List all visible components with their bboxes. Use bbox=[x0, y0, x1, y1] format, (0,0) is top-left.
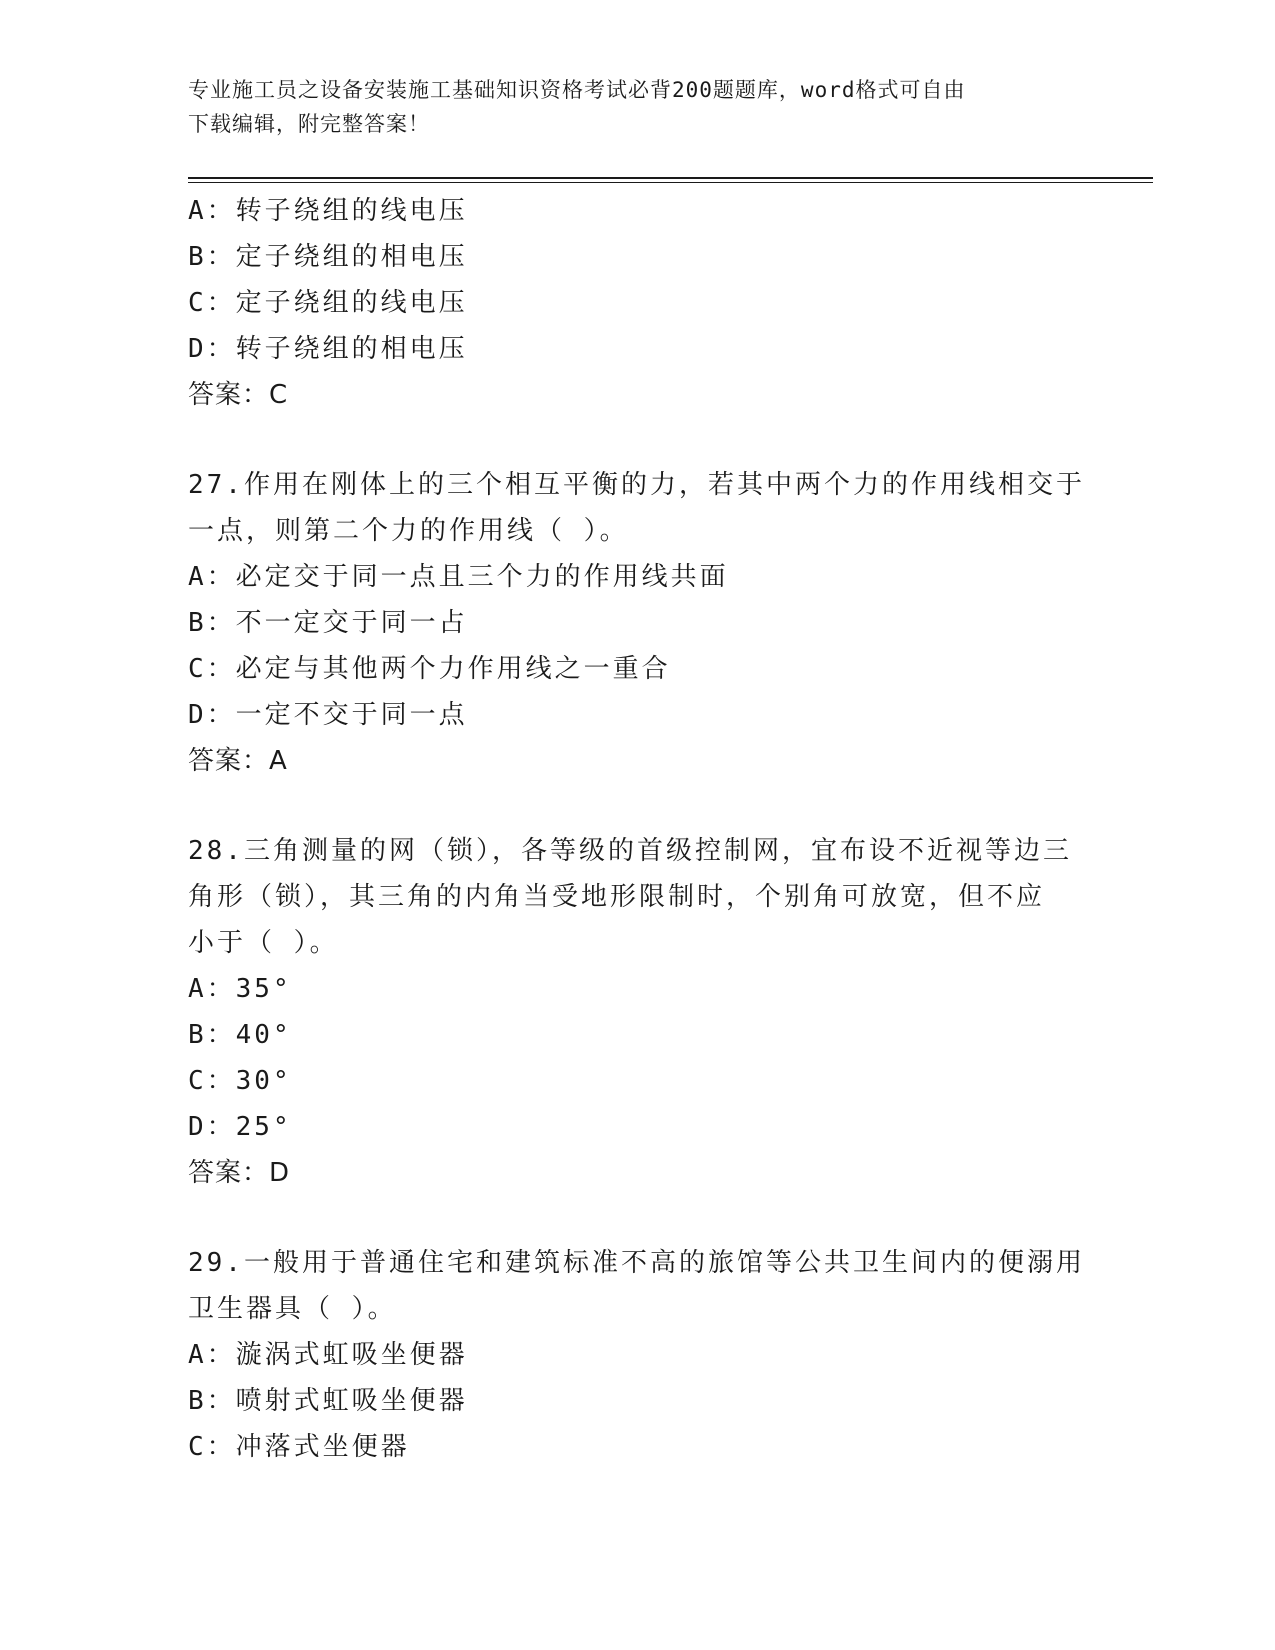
question-27 bbox=[188, 462, 1088, 784]
document-header bbox=[188, 73, 1068, 141]
option-a: A：转子绕组的线电压 bbox=[188, 196, 468, 226]
option-b: B：喷射式虹吸坐便器 bbox=[188, 1386, 468, 1416]
option-d: D：一定不交于同一点 bbox=[188, 700, 468, 730]
option-d: D：转子绕组的相电压 bbox=[188, 334, 468, 364]
question-stem-line: 一点，则第二个力的作用线（ ）。 bbox=[188, 516, 629, 546]
option-a: A：漩涡式虹吸坐便器 bbox=[188, 1340, 468, 1370]
option-c: C：定子绕组的线电压 bbox=[188, 288, 468, 318]
option-c: C：冲落式坐便器 bbox=[188, 1432, 410, 1462]
answer-line: 答案：A bbox=[188, 746, 288, 776]
question-stem-line: 小于（ ）。 bbox=[188, 928, 339, 958]
option-b: B：40° bbox=[188, 1020, 292, 1050]
option-d: D：25° bbox=[188, 1112, 292, 1142]
question-stem-line: 27.作用在刚体上的三个相互平衡的力，若其中两个力的作用线相交于 bbox=[188, 470, 1085, 500]
option-a: A：必定交于同一点且三个力的作用线共面 bbox=[188, 562, 729, 592]
header-divider-thin bbox=[188, 182, 1153, 183]
question-stem-line: 卫生器具（ ）。 bbox=[188, 1294, 397, 1324]
header-line-2: 下载编辑，附完整答案！ bbox=[188, 112, 430, 136]
option-b: B：不一定交于同一占 bbox=[188, 608, 468, 638]
question-stem-line: 角形（锁），其三角的内角当受地形限制时，个别角可放宽，但不应 bbox=[188, 882, 1046, 912]
question-29 bbox=[188, 1240, 1088, 1470]
header-divider-thick bbox=[188, 177, 1153, 179]
option-c: C：30° bbox=[188, 1066, 292, 1096]
question-stem-line: 29.一般用于普通住宅和建筑标准不高的旅馆等公共卫生间内的便溺用 bbox=[188, 1248, 1085, 1278]
option-a: A：35° bbox=[188, 974, 292, 1004]
question-28 bbox=[188, 828, 1088, 1196]
question-stem-line: 28.三角测量的网（锁），各等级的首级控制网，宜布设不近视等边三 bbox=[188, 836, 1072, 866]
answer-line: 答案：D bbox=[188, 1158, 291, 1188]
answer-line: 答案：C bbox=[188, 380, 289, 410]
option-b: B：定子绕组的相电压 bbox=[188, 242, 468, 272]
option-c: C：必定与其他两个力作用线之一重合 bbox=[188, 654, 671, 684]
header-line-1: 专业施工员之设备安装施工基础知识资格考试必背200题题库，word格式可自由 bbox=[188, 78, 966, 102]
question-content bbox=[188, 188, 1088, 1470]
question-26-continued bbox=[188, 188, 1088, 418]
